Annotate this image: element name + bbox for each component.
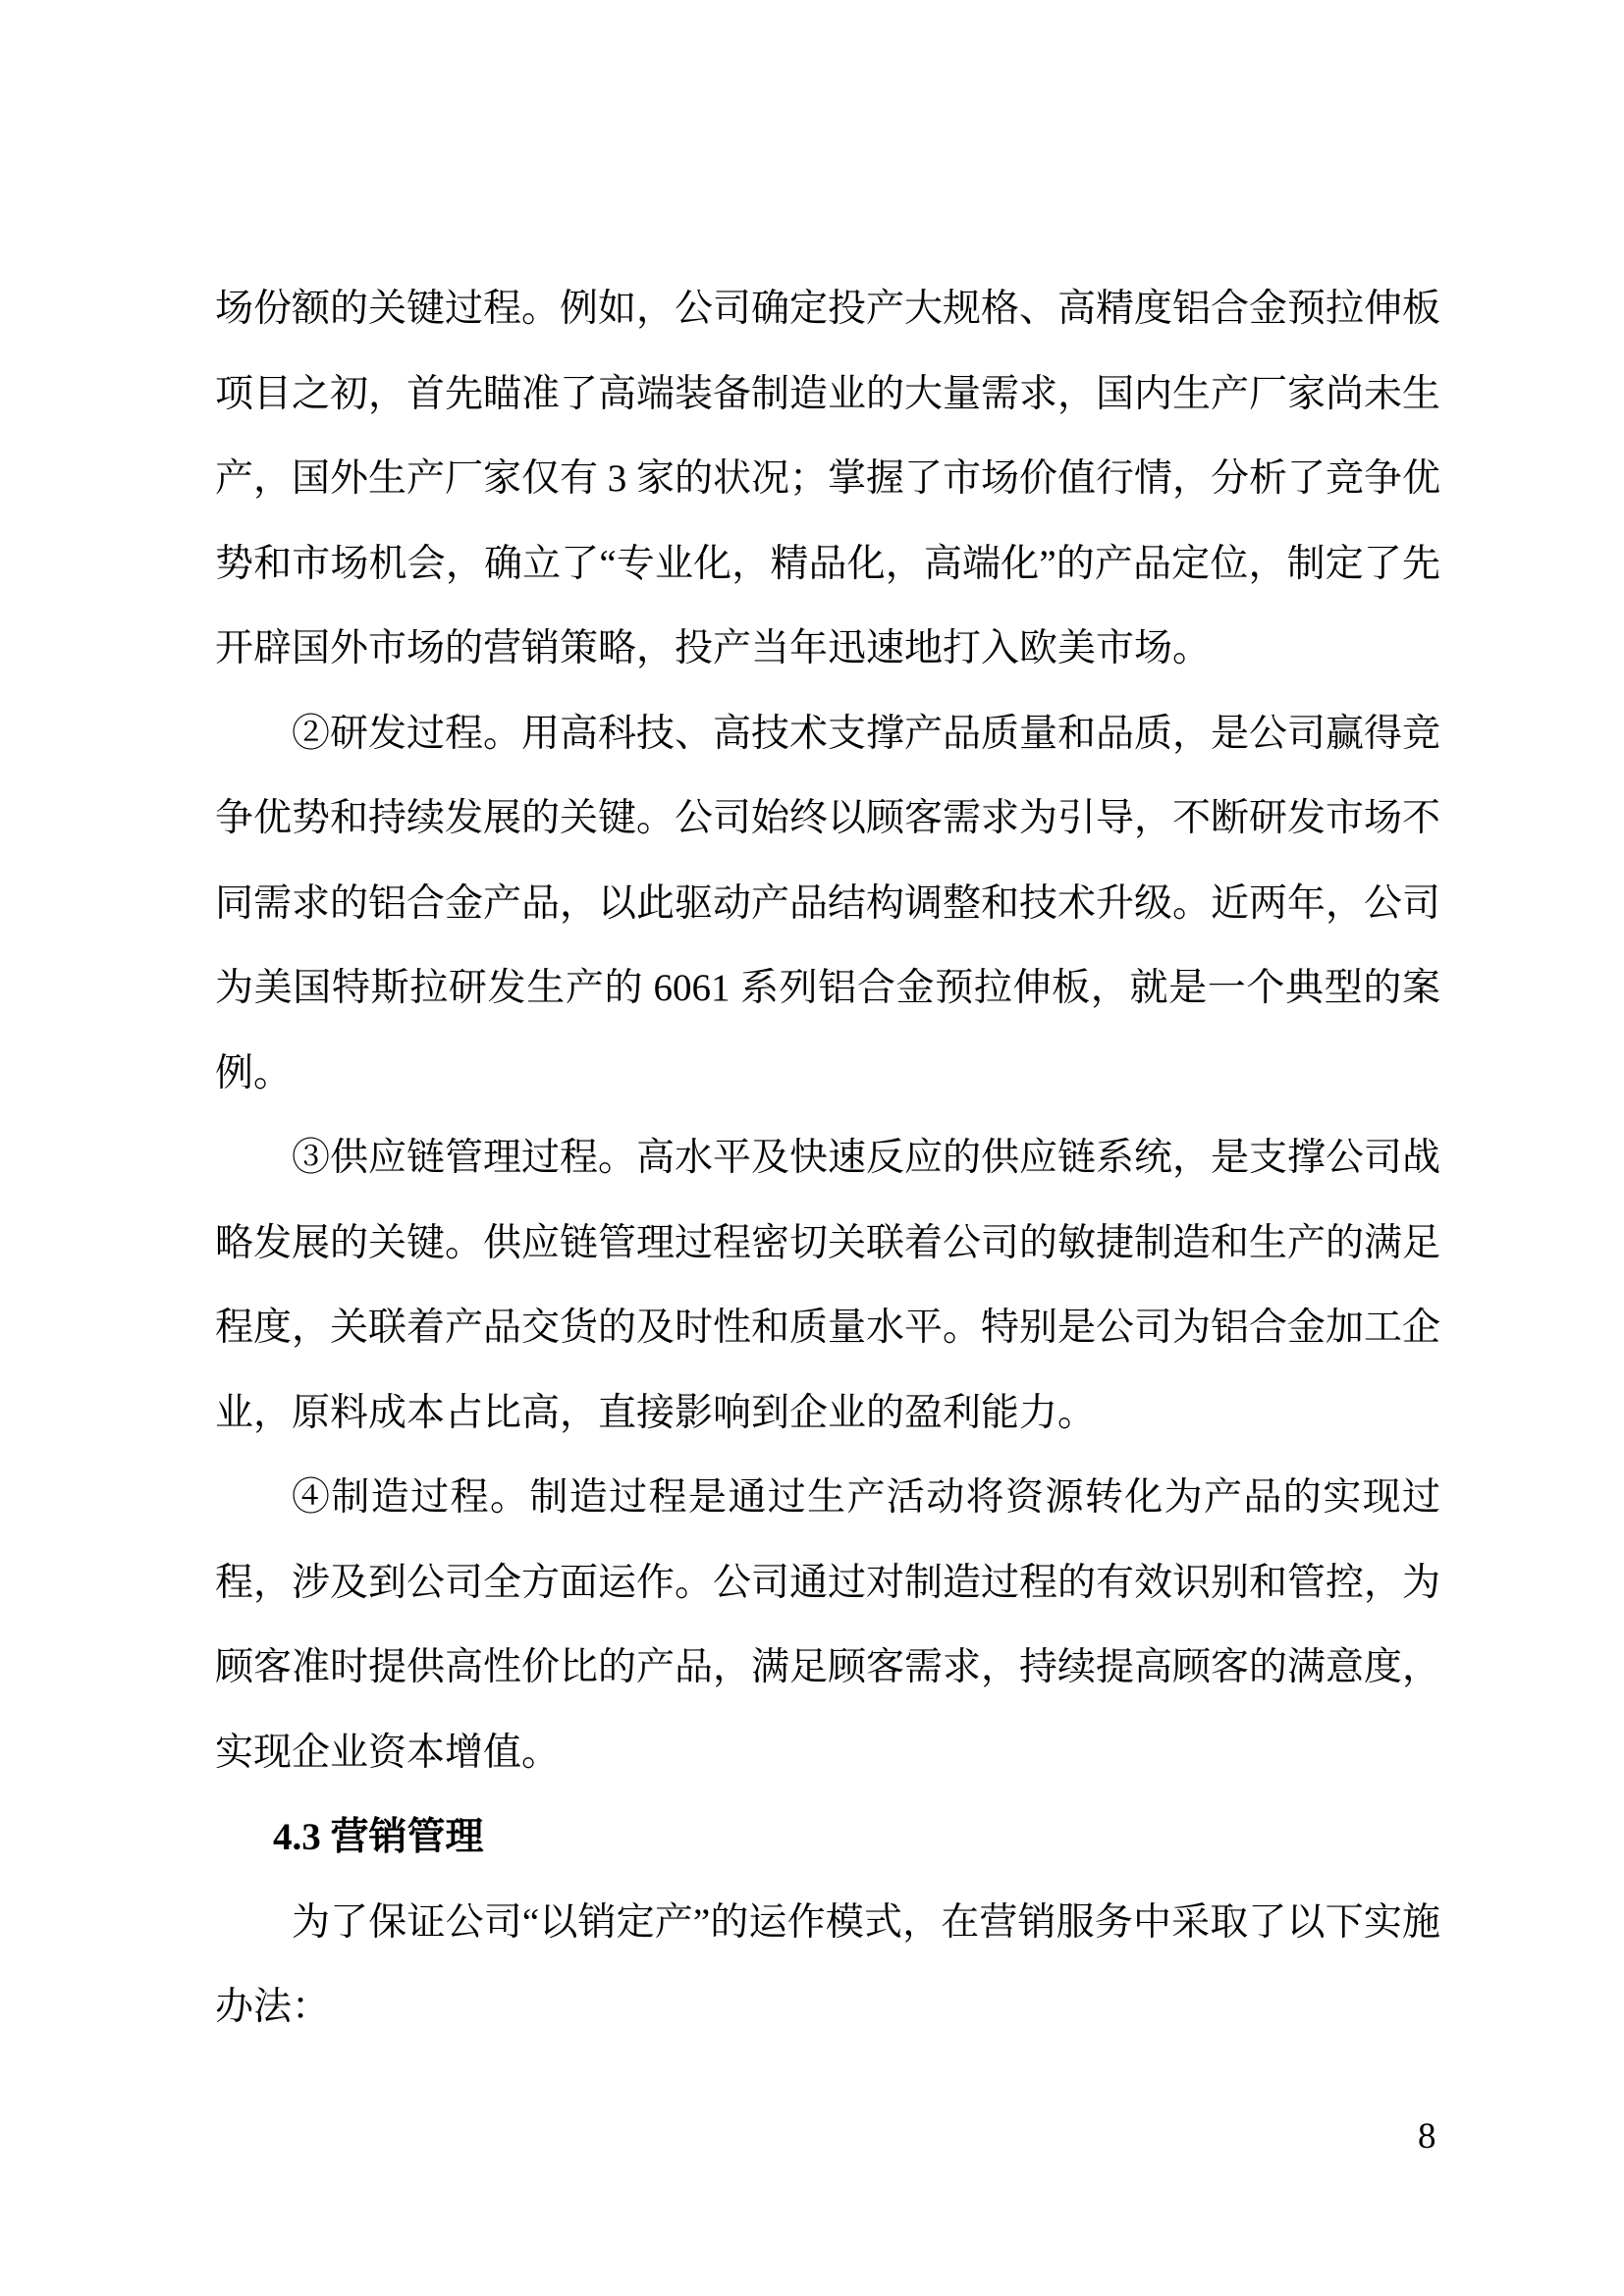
- paragraph-marketing-measures-intro: 为了保证公司“以销定产”的运作模式，在营销服务中采取了以下实施办法：: [215, 1900, 1440, 2028]
- paragraph-rd-process: ②研发过程。用高科技、高技术支撑产品质量和品质，是公司赢得竞争优势和持续发展的关键。公司始终以顾客需求为引导，不断研发市场不同需求的铝合金产品，以此驱动产品结构调整和技术升级。近两年，公司为美国特斯拉研发生产的 6061 系列铝合金预拉伸板，就是一个典型的案例。: [215, 712, 1441, 1095]
- page-number: 8: [1418, 2116, 1436, 2157]
- body-text-block: [215, 267, 1440, 2051]
- paragraph-manufacturing-process: ④制造过程。制造过程是通过生产活动将资源转化为产品的实现过程，涉及到公司全方面运作。公司通过对制造过程的有效识别和管控，为顾客准时提供高性价比的产品，满足顾客需求，持续提高顾客的满意度，实现企业资本增值。: [215, 1476, 1441, 1774]
- section-heading-marketing-management: 4.3 营销管理: [273, 1816, 484, 1858]
- paragraph-market-share-process: 场份额的关键过程。例如，公司确定投产大规格、高精度铝合金预拉伸板项目之初，首先瞄准了高端装备制造业的大量需求，国内生产厂家尚未生产，国外生产厂家仅有 3 家的状况；掌握了市场价值行情，分析了竞争优势和市场机会，确立了“专业化，精品化，高端化”的产品定位，制定了先开辟国外市场的营销策略，投产当年迅速地打入欧美市场。: [215, 288, 1441, 669]
- paragraph-supply-chain-process: ③供应链管理过程。高水平及快速反应的供应链系统，是支撑公司战略发展的关键。供应链管理过程密切关联着公司的敏捷制造和生产的满足程度，关联着产品交货的及时性和质量水平。特别是公司为铝合金加工企业，原料成本占比高，直接影响到企业的盈利能力。: [215, 1137, 1441, 1434]
